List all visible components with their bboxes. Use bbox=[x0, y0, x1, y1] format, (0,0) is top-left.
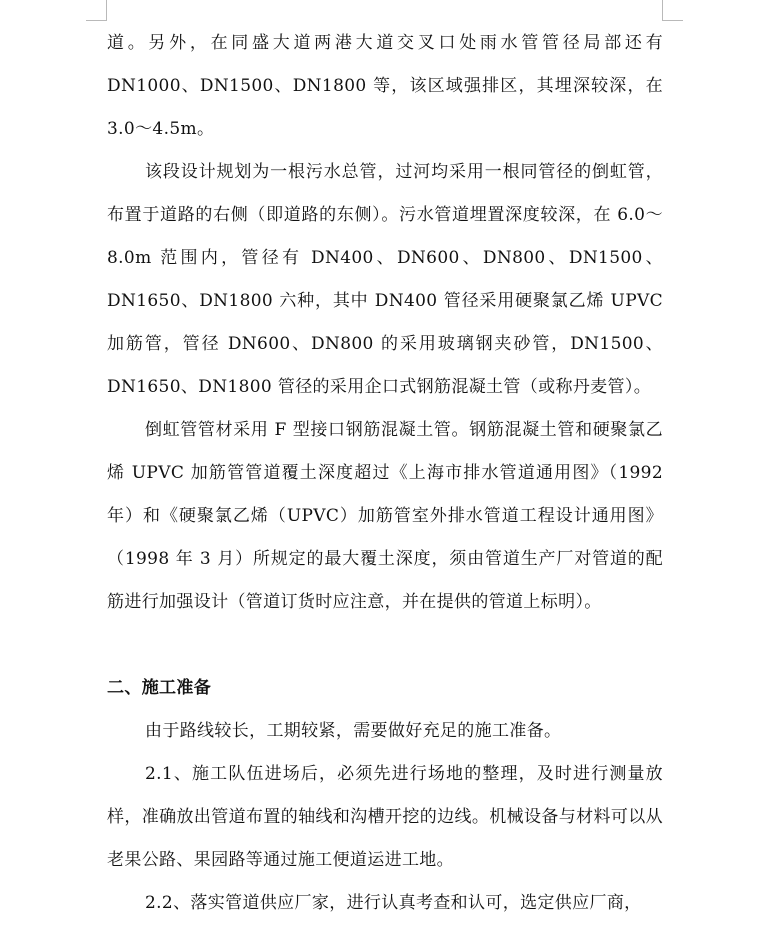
page-corner-mark-left bbox=[86, 0, 107, 21]
paragraph-inverted-siphon: 倒虹管管材采用 F 型接口钢筋混凝土管。钢筋混凝土管和硬聚氯乙烯 UPVC 加筋管管道覆土深度超过《上海市排水管道通用图》（1992 年）和《硬聚氯乙烯（UPVC）加筋管室外排水管道工程设计通用图》（1998 年 3 月）所规定的最大覆土深度，须由管道生产厂对管道的配筋进行加强设计（管道订货时应注意，并在提供的管道上标明）。 bbox=[107, 420, 663, 612]
paragraph-site-prep: 2.1、施工队伍进场后，必须先进行场地的整理，及时进行测量放样，准确放出管道布置的轴线和沟槽开挖的边线。机械设备与材料可以从老果公路、果园路等通过施工便道运进工地。 bbox=[107, 764, 663, 870]
paragraph-preparation-intro: 由于路线较长，工期较紧，需要做好充足的施工准备。 bbox=[145, 721, 562, 741]
paragraph-continuation: 道。另外，在同盛大道两港大道交叉口处雨水管管径局部还有DN1000、DN1500、DN1800 等，该区域强排区，其埋深较深，在 3.0～4.5m。 bbox=[107, 33, 663, 139]
paragraph-spacer bbox=[107, 624, 663, 667]
document-body bbox=[107, 22, 663, 925]
paragraph-supplier: 2.2、落实管道供应厂家，进行认真考查和认可，选定供应厂商， bbox=[145, 893, 642, 913]
section-heading: 二、施工准备 bbox=[107, 678, 212, 698]
page-corner-mark-right bbox=[662, 0, 683, 21]
paragraph-sewer-design: 该段设计规划为一根污水总管，过河均采用一根同管径的倒虹管，布置于道路的右侧（即道路的东侧）。污水管道埋置深度较深，在 6.0～8.0m 范围内，管径有 DN400、DN600、DN800、DN1500、DN1650、DN1800 六种，其中 DN400 管径采用硬聚氯乙烯 UPVC 加筋管，管径 DN600、DN800 的采用玻璃钢夹砂管，DN1500、DN1650、DN1800 管径的采用企口式钢筋混凝土管（或称丹麦管）。 bbox=[107, 162, 663, 397]
